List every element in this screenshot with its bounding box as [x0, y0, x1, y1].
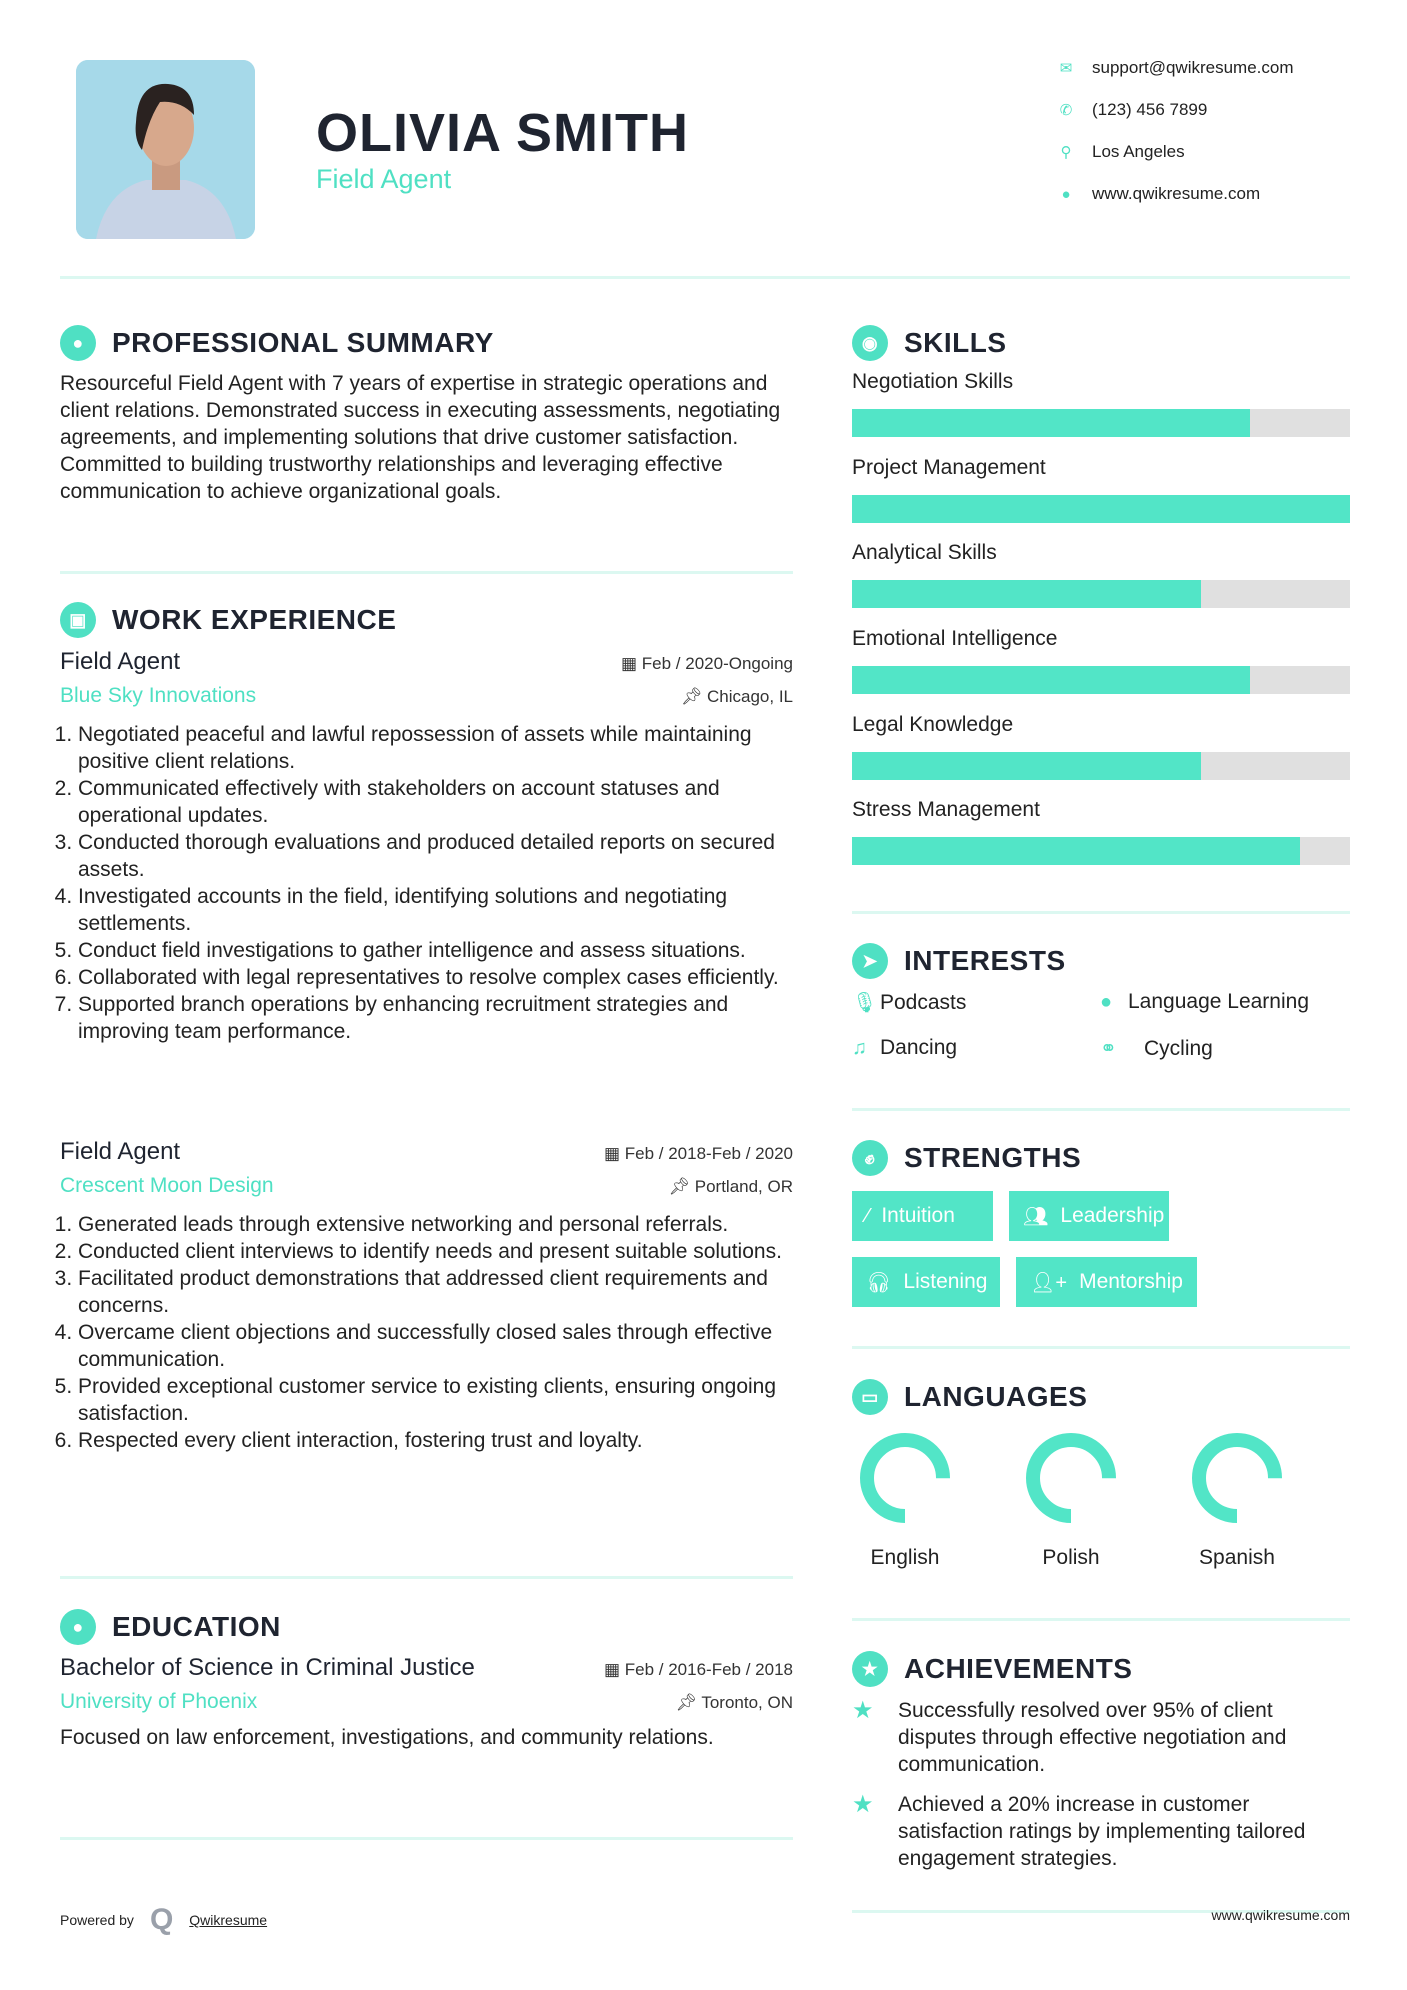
header-divider	[60, 276, 1350, 279]
language-label: Spanish	[1199, 1546, 1275, 1569]
interest-label: Podcasts	[880, 990, 967, 1014]
skill-label: Stress Management	[852, 798, 1040, 821]
education-location	[675, 1693, 793, 1713]
skill-bar	[852, 409, 1350, 437]
candidate-name: OLIVIA SMITH	[316, 103, 689, 163]
bullet: 5. Conduct field investigations to gather intelligence and assess situations.	[78, 937, 793, 964]
skill-bar-fill	[852, 837, 1300, 865]
section-title: INTERESTS	[904, 945, 1066, 976]
user-icon: ●	[60, 325, 96, 361]
skill-label: Emotional Intelligence	[852, 627, 1058, 650]
bullet: 3. Facilitated product demonstrations that addressed client requirements and concerns.	[78, 1265, 793, 1319]
skill-label: Analytical Skills	[852, 541, 997, 564]
globe-icon: ●	[1061, 185, 1071, 203]
pushpin-icon: 📌︎	[668, 1177, 695, 1196]
calendar-icon: ▦	[603, 1660, 625, 1679]
language-ring	[1191, 1432, 1283, 1524]
bicycle-icon: ⚭	[1100, 1038, 1117, 1060]
section-title: ACHIEVEMENTS	[904, 1653, 1133, 1684]
section-divider	[60, 1576, 793, 1579]
contact-text: www.qwikresume.com	[1092, 184, 1261, 203]
job-entry	[60, 1138, 793, 1454]
company-name: Crescent Moon Design	[60, 1174, 274, 1197]
star-badge-icon: ★	[852, 1651, 888, 1687]
section-divider	[852, 911, 1350, 914]
strength-badge	[1016, 1257, 1197, 1307]
interest-item	[852, 990, 966, 1015]
date-text: Feb / 2016-Feb / 2018	[624, 1660, 793, 1679]
strength-badge	[1009, 1191, 1169, 1241]
graduate-icon: ●	[60, 1609, 96, 1645]
bullet: 6. Collaborated with legal representatives to resolve complex cases efficiently.	[78, 964, 793, 991]
skills-heading	[852, 325, 1007, 361]
skill-bar	[852, 580, 1350, 608]
section-divider	[852, 1346, 1350, 1349]
strength-label: Intuition	[881, 1204, 955, 1227]
company-name: Blue Sky Innovations	[60, 684, 257, 707]
degree: Bachelor of Science in Criminal Justice	[60, 1654, 475, 1681]
skill-label: Negotiation Skills	[852, 370, 1014, 393]
summary-heading	[60, 325, 494, 361]
bullet: 1. Generated leads through extensive networking and personal referrals.	[78, 1211, 793, 1238]
bullet: 3. Conducted thorough evaluations and produced detailed reports on secured assets.	[78, 829, 793, 883]
qwikresume-logo-icon: Q	[149, 1903, 174, 1936]
pushpin-icon: 📌︎	[680, 687, 707, 706]
location-text: Portland, OR	[694, 1177, 793, 1196]
languages-heading	[852, 1379, 1087, 1415]
contact-text: support@qwikresume.com	[1092, 58, 1294, 77]
star-icon: ★	[852, 1791, 874, 1818]
bullet: 7. Supported branch operations by enhancing recruitment strategies and improving team performance.	[78, 991, 793, 1045]
language-ring-arc	[1199, 1440, 1275, 1516]
language-ring	[859, 1432, 951, 1524]
language-ring-arc	[1033, 1440, 1109, 1516]
section-title: WORK EXPERIENCE	[112, 604, 397, 635]
calendar-icon: ▦	[620, 654, 642, 673]
section-divider	[852, 1108, 1350, 1111]
job-location	[681, 687, 793, 707]
envelope-icon: ✉	[1059, 60, 1073, 77]
date-text: Feb / 2018-Feb / 2020	[624, 1144, 793, 1163]
contact-email[interactable]	[1056, 58, 1294, 78]
skill-bar-fill	[852, 752, 1201, 780]
contact-phone	[1056, 100, 1207, 120]
language-ring	[1025, 1432, 1117, 1524]
contact-text: Los Angeles	[1092, 142, 1185, 161]
interest-label: Cycling	[1144, 1036, 1213, 1060]
strengths-heading	[852, 1140, 1081, 1176]
calendar-icon: ▦	[603, 1144, 625, 1163]
music-icon: ♫	[852, 1036, 867, 1059]
bullet: 2. Conducted client interviews to identify needs and present suitable solutions.	[78, 1238, 793, 1265]
school-name: University of Phoenix	[60, 1690, 258, 1713]
skill-bar	[852, 837, 1350, 865]
qwikresume-link[interactable]: Qwikresume	[189, 1912, 268, 1928]
achievement-text: Successfully resolved over 95% of client disputes through effective negotiation and communication.	[898, 1699, 1287, 1776]
section-divider	[852, 1618, 1350, 1621]
section-divider	[60, 571, 793, 574]
section-title: PROFESSIONAL SUMMARY	[112, 327, 494, 358]
job-date	[621, 654, 793, 674]
interests-heading	[852, 943, 1066, 979]
language-ring-arc	[867, 1440, 943, 1516]
education-date	[604, 1660, 793, 1680]
work-heading	[60, 602, 396, 638]
bullet: 4. Overcame client objections and successfully closed sales through effective communication.	[78, 1319, 793, 1373]
footer-powered	[60, 1903, 267, 1937]
interest-item	[1100, 1036, 1213, 1061]
location-text: Chicago, IL	[707, 687, 793, 706]
job-title: Field Agent	[60, 648, 181, 675]
skill-bar-fill	[852, 666, 1250, 694]
phone-icon: ✆	[1059, 102, 1073, 119]
pushpin-icon: 📌︎	[675, 1693, 702, 1712]
education-entry	[60, 1654, 793, 1751]
education-description: Focused on law enforcement, investigations, and community relations.	[60, 1726, 714, 1749]
bullet: 4. Investigated accounts in the field, identifying solutions and negotiating settlements.	[78, 883, 793, 937]
skill-bar-fill	[852, 580, 1201, 608]
headphones-icon: 🎧︎	[866, 1271, 892, 1294]
section-title: EDUCATION	[112, 1611, 281, 1642]
job-title: Field Agent	[60, 1138, 181, 1165]
skill-label: Project Management	[852, 456, 1046, 479]
section-title: LANGUAGES	[904, 1381, 1088, 1412]
interest-label: Language Learning	[1128, 990, 1310, 1013]
achievement-item	[852, 1791, 1350, 1872]
job-bullets	[60, 1211, 793, 1454]
globe-icon: ●	[1100, 990, 1113, 1013]
education-heading	[60, 1609, 281, 1645]
briefcase-icon: ▣	[60, 602, 96, 638]
magic-wand-icon: ⁄	[866, 1204, 870, 1227]
contact-text: (123) 456 7899	[1092, 100, 1208, 119]
contact-website[interactable]	[1056, 184, 1260, 204]
job-entry	[60, 648, 793, 1045]
star-icon: ★	[852, 1697, 874, 1724]
footer-website[interactable]: www.qwikresume.com	[1211, 1907, 1350, 1923]
job-location	[668, 1177, 793, 1197]
bullet: 1. Negotiated peaceful and lawful repossession of assets while maintaining positive client relations.	[78, 721, 793, 775]
powered-by-text: Powered by	[60, 1912, 134, 1928]
section-divider	[60, 1837, 793, 1840]
bullet: 5. Provided exceptional customer service to existing clients, ensuring ongoing satisfaction.	[78, 1373, 793, 1427]
skill-bar-fill	[852, 409, 1250, 437]
language-label: Polish	[1042, 1546, 1100, 1569]
language-item	[1011, 1432, 1131, 1570]
achievement-item	[852, 1697, 1350, 1778]
strength-badge	[852, 1257, 1000, 1307]
user-plus-icon: 👤︎+	[1030, 1271, 1068, 1294]
bullet: 2. Communicated effectively with stakeholders on account statuses and operational updates.	[78, 775, 793, 829]
achievement-text: Achieved a 20% increase in customer satisfaction ratings by implementing tailored engagement strategies.	[898, 1793, 1306, 1870]
interest-label: Dancing	[880, 1036, 958, 1059]
job-date	[604, 1144, 793, 1164]
fist-icon: ✊︎	[852, 1140, 888, 1176]
skill-bar	[852, 495, 1350, 523]
summary-text: Resourceful Field Agent with 7 years of expertise in strategic operations and client relations. Demonstrated success in executing assessments, negotiating agreements, and implementing solutions that drive customer satisfaction. Committed to building trustworthy relationships and leveraging effective communication to achieve organizational goals.	[60, 372, 781, 503]
language-icon: ▭	[852, 1379, 888, 1415]
skill-bar-fill	[852, 495, 1350, 523]
profile-photo	[76, 60, 255, 239]
section-title: SKILLS	[904, 327, 1007, 358]
map-marker-icon: ⚲	[1060, 144, 1072, 161]
language-item	[845, 1432, 965, 1570]
paper-plane-icon: ➤	[852, 943, 888, 979]
interest-item	[852, 1036, 957, 1060]
contact-location	[1056, 142, 1185, 162]
lightbulb-icon: ◉	[852, 325, 888, 361]
microphone-icon: 🎙︎	[852, 992, 878, 1014]
candidate-title: Field Agent	[316, 164, 452, 194]
skill-bar	[852, 666, 1350, 694]
strength-label: Leadership	[1060, 1204, 1165, 1227]
strength-label: Listening	[903, 1270, 988, 1293]
skill-label: Legal Knowledge	[852, 713, 1014, 736]
section-title: STRENGTHS	[904, 1142, 1082, 1173]
interest-item	[1100, 990, 1309, 1014]
job-bullets	[60, 721, 793, 1045]
strength-label: Mentorship	[1079, 1270, 1183, 1293]
users-icon: 👥︎	[1023, 1205, 1049, 1228]
location-text: Toronto, ON	[701, 1693, 793, 1712]
strength-badge	[852, 1191, 993, 1241]
date-text: Feb / 2020-Ongoing	[641, 654, 793, 673]
skill-bar	[852, 752, 1350, 780]
achievements-heading	[852, 1651, 1132, 1687]
language-label: English	[870, 1546, 940, 1569]
bullet: 6. Respected every client interaction, fostering trust and loyalty.	[78, 1427, 793, 1454]
language-item	[1177, 1432, 1297, 1570]
